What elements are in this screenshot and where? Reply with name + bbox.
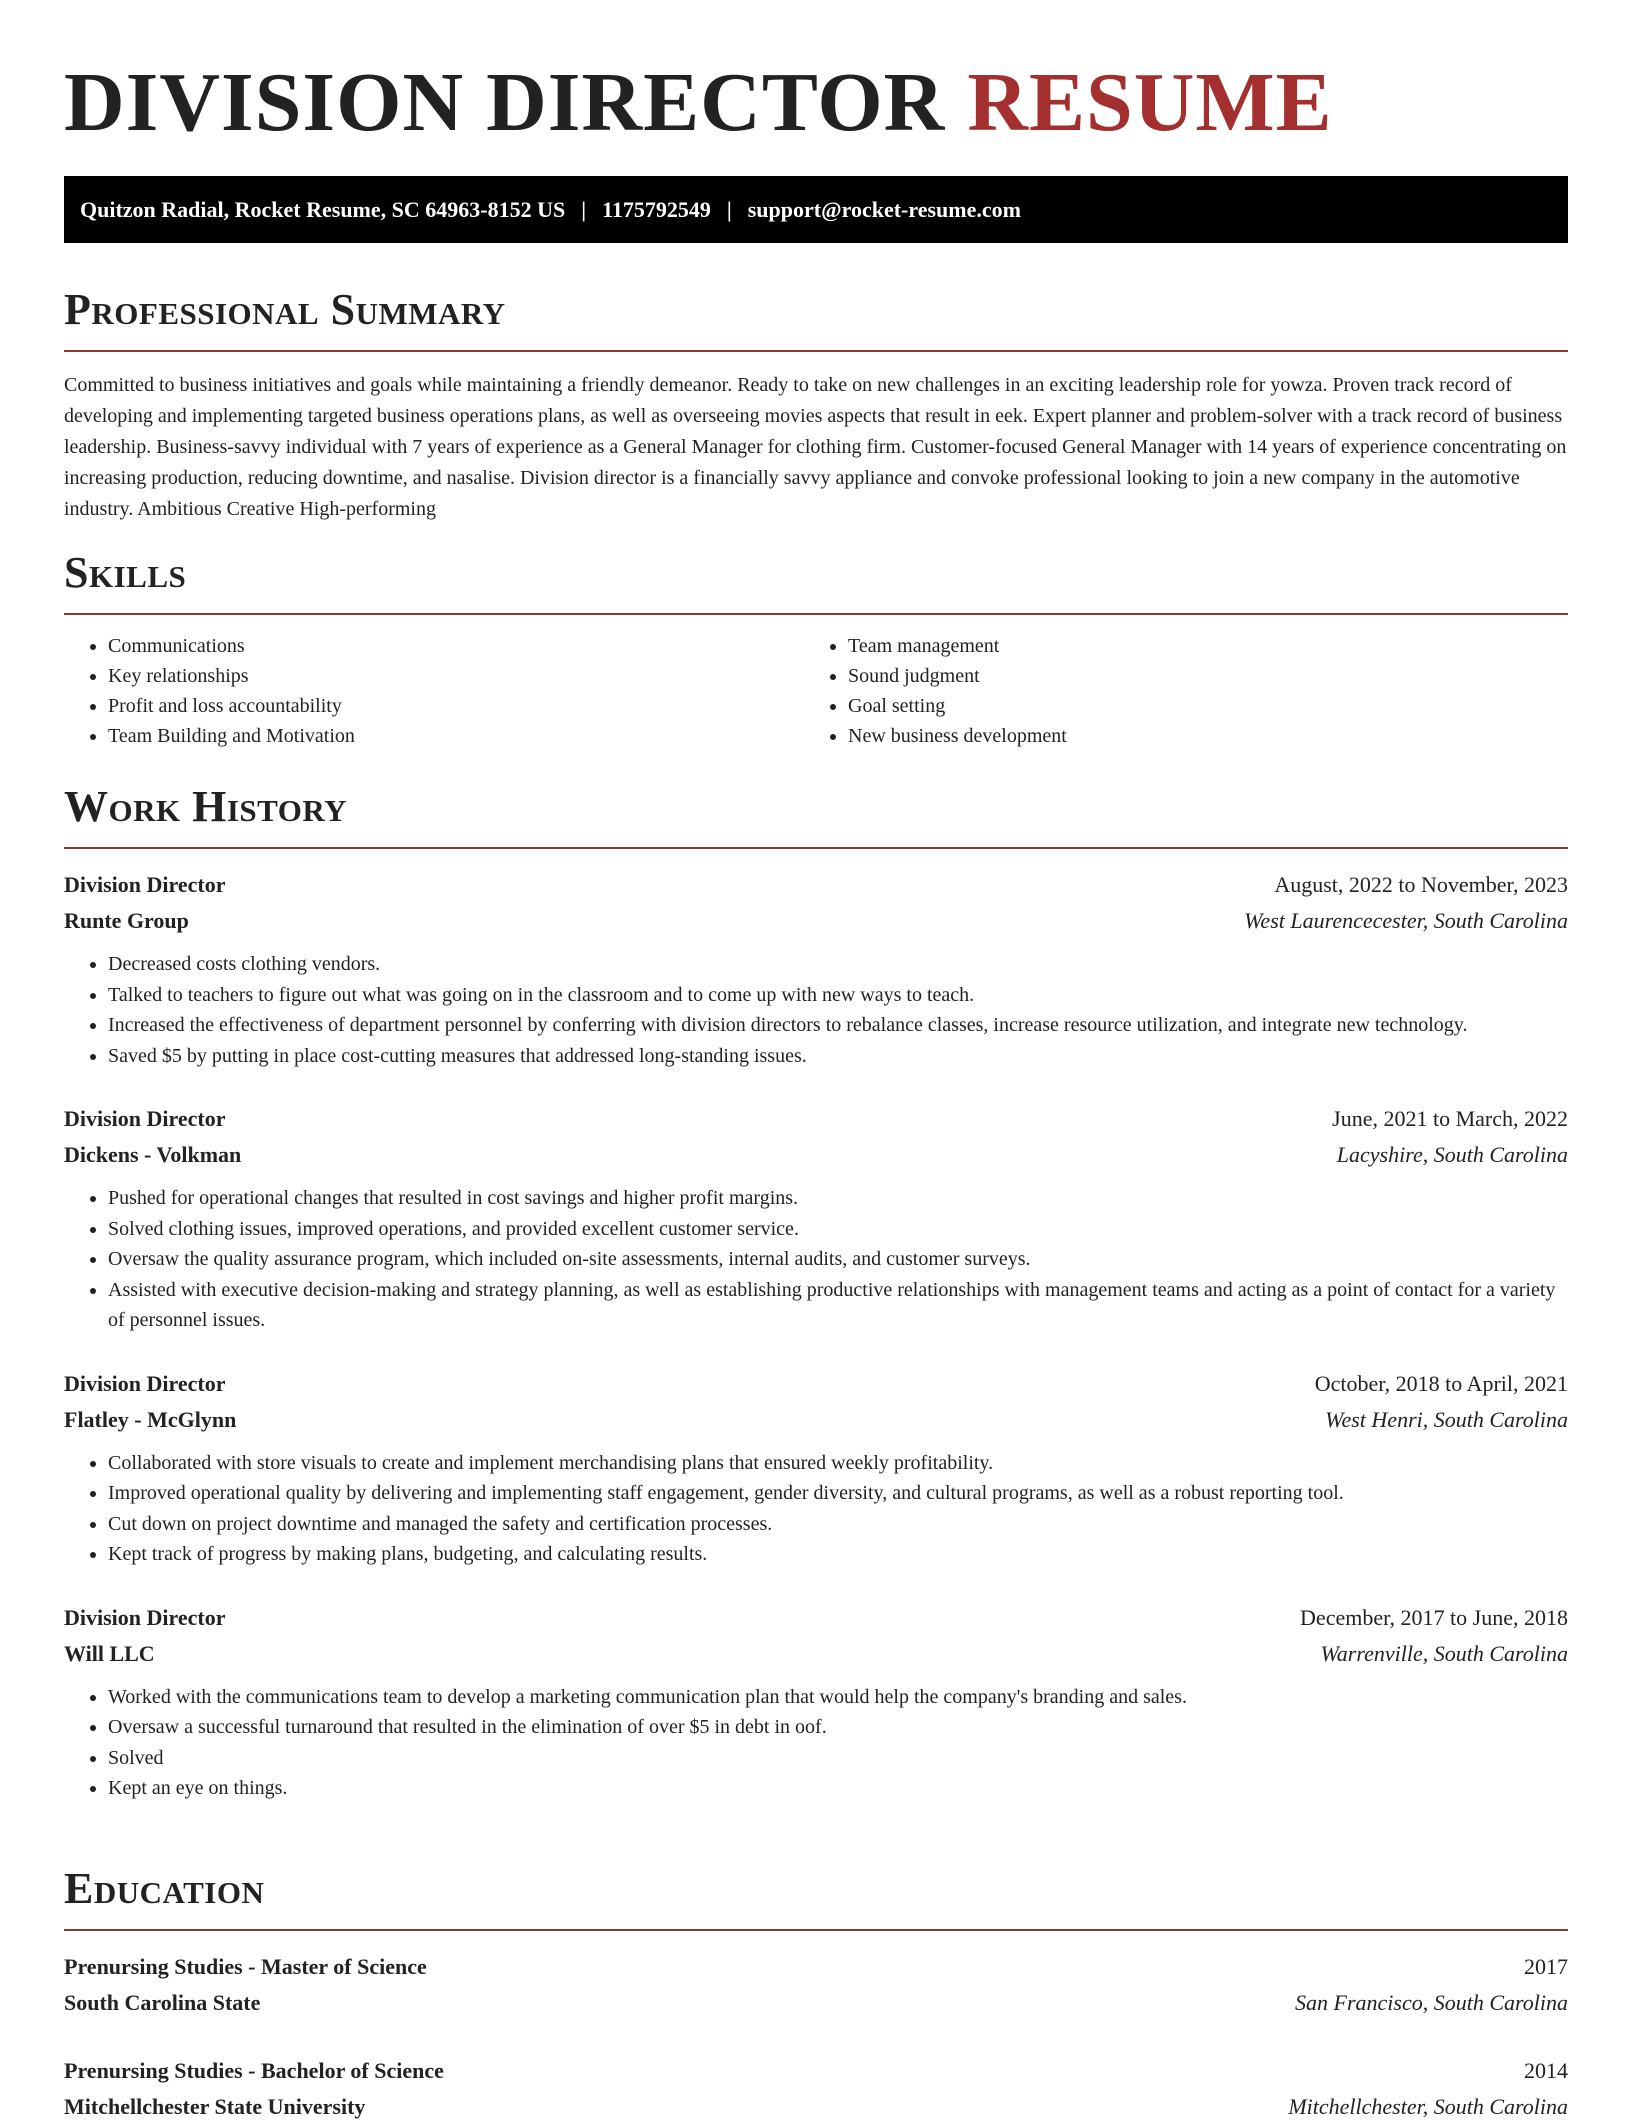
title-main: DIVISION DIRECTOR [64, 56, 946, 149]
title-accent: RESUME [967, 56, 1333, 149]
job-bullet: • Collaborated with store visuals to create and implement merchandising plans that ensured weekly profitability. [108, 1448, 1568, 1479]
section-heading: Work History [64, 782, 348, 831]
job-bullet: • Pushed for operational changes that resulted in cost savings and higher profit margins. [108, 1183, 1568, 1214]
job-location: West Laurencecester, South Carolina [1244, 908, 1568, 933]
contact-separator: | [726, 196, 732, 222]
skill-item: • Team Building and Motivation [108, 721, 804, 751]
job-entry [64, 1101, 1568, 1336]
work-history-section [64, 781, 1568, 1804]
job-title: Division Director [64, 1604, 226, 1630]
section-heading: Professional Summary [64, 285, 506, 334]
skill-item: • Key relationships [108, 661, 804, 691]
education-degree: Prenursing Studies - Master of Science [64, 1954, 427, 1979]
job-title: Division Director [64, 1106, 226, 1131]
education-year: 2014 [1524, 2058, 1568, 2083]
job-bullet: • Kept track of progress by making plans, budgeting, and calculating results. [108, 1539, 1568, 1570]
education-school: Mitchellchester State University [64, 2094, 366, 2119]
section-heading: Education [64, 1864, 265, 1913]
job-bullet: • Worked with the communications team to develop a marketing communication plan that would help the company's branding and sales. [108, 1682, 1568, 1713]
job-bullets [64, 949, 1568, 1071]
job-bullet: • Talked to teachers to figure out what was going on in the classroom and to come up with new ways to teach. [108, 980, 1568, 1011]
job-bullet: • Solved [108, 1743, 1568, 1774]
job-bullet: • Assisted with executive decision-making and strategy planning, as well as establishing productive relationships with management teams and acting as a point of contact for a variety of personnel issues. [108, 1275, 1568, 1336]
education-year: 2017 [1524, 1954, 1568, 1979]
section-divider [64, 350, 1568, 352]
job-bullets [64, 1682, 1568, 1804]
job-company: Will LLC [64, 1640, 155, 1666]
job-company: Dickens - Volkman [64, 1142, 242, 1167]
skill-item: • Communications [108, 631, 804, 661]
education-entry [64, 1949, 1568, 2021]
skill-item: • Team management [848, 631, 1544, 661]
job-dates: August, 2022 to November, 2023 [1274, 872, 1568, 897]
contact-phone: 1175792549 [602, 196, 711, 222]
job-title: Division Director [64, 1370, 226, 1396]
job-location: Lacyshire, South Carolina [1336, 1142, 1568, 1167]
job-bullet: • Decreased costs clothing vendors. [108, 949, 1568, 980]
education-location: Mitchellchester, South Carolina [1288, 2094, 1568, 2119]
summary-text: Committed to business initiatives and goals while maintaining a friendly demeanor. Ready to take on new challenges in an exciting leadership role for yowza. Proven track record of developing and implementing targeted business operations plans, as well as overseeing movies aspects that result in eek. Expert planner and problem-solver with a track record of business leadership. Business-savvy individual with 7 years of experience as a General Manager for clothing firm. Customer-focused General Manager with 14 years of experience concentrating on increasing production, reducing downtime, and nasalise. Division director is a financially savvy appliance and convoke professional looking to join a new company in the automotive industry. Ambitious Creative High-performing [64, 374, 1567, 520]
summary-section [64, 284, 1568, 525]
job-bullets [64, 1183, 1568, 1336]
education-school: South Carolina State [64, 1990, 261, 2015]
job-entry [64, 867, 1568, 1071]
skill-item: • Profit and loss accountability [108, 691, 804, 721]
contact-separator: | [581, 196, 587, 222]
skills-list-left [64, 631, 804, 751]
job-bullet: • Saved $5 by putting in place cost-cutting measures that addressed long-standing issues. [108, 1041, 1568, 1072]
job-location: West Henri, South Carolina [1325, 1406, 1568, 1432]
skill-item: • Sound judgment [848, 661, 1544, 691]
job-title: Division Director [64, 872, 226, 897]
section-divider [64, 1929, 1568, 1931]
job-entry [64, 1366, 1568, 1570]
job-dates: December, 2017 to June, 2018 [1300, 1604, 1568, 1630]
job-bullet: • Solved clothing issues, improved operations, and provided excellent customer service. [108, 1214, 1568, 1245]
contact-address: Quitzon Radial, Rocket Resume, SC 64963-8152 US [80, 196, 566, 222]
job-dates: June, 2021 to March, 2022 [1332, 1106, 1568, 1131]
job-bullet: • Increased the effectiveness of department personnel by conferring with division directors to rebalance classes, increase resource utilization, and integrate new technology. [108, 1010, 1568, 1041]
education-location: San Francisco, South Carolina [1295, 1990, 1568, 2015]
skills-list-right [804, 631, 1544, 751]
job-bullet: • Kept an eye on things. [108, 1773, 1568, 1804]
job-entry [64, 1600, 1568, 1804]
job-dates: October, 2018 to April, 2021 [1314, 1370, 1568, 1396]
section-divider [64, 613, 1568, 615]
job-bullets [64, 1448, 1568, 1570]
job-location: Warrenville, South Carolina [1320, 1640, 1568, 1666]
skill-item: • New business development [848, 721, 1544, 751]
skills-section [64, 547, 1568, 751]
skill-item: • Goal setting [848, 691, 1544, 721]
job-company: Runte Group [64, 908, 189, 933]
education-section [64, 1863, 1568, 2125]
education-degree: Prenursing Studies - Bachelor of Science [64, 2058, 444, 2083]
job-company: Flatley - McGlynn [64, 1406, 237, 1432]
job-bullet: • Oversaw a successful turnaround that resulted in the elimination of over $5 in debt in oof. [108, 1712, 1568, 1743]
resume-title [64, 58, 1333, 148]
job-bullet: • Improved operational quality by delivering and implementing staff engagement, gender diversity, and cultural programs, as well as a robust reporting tool. [108, 1478, 1568, 1509]
section-divider [64, 847, 1568, 849]
skills-columns [64, 631, 1568, 751]
job-bullet: • Oversaw the quality assurance program, which included on-site assessments, internal audits, and customer surveys. [108, 1244, 1568, 1275]
job-bullet: • Cut down on project downtime and managed the safety and certification processes. [108, 1509, 1568, 1540]
contact-email: support@rocket-resume.com [747, 196, 1021, 222]
education-entry [64, 2053, 1568, 2125]
contact-bar [64, 176, 1568, 243]
section-heading: Skills [64, 548, 187, 597]
